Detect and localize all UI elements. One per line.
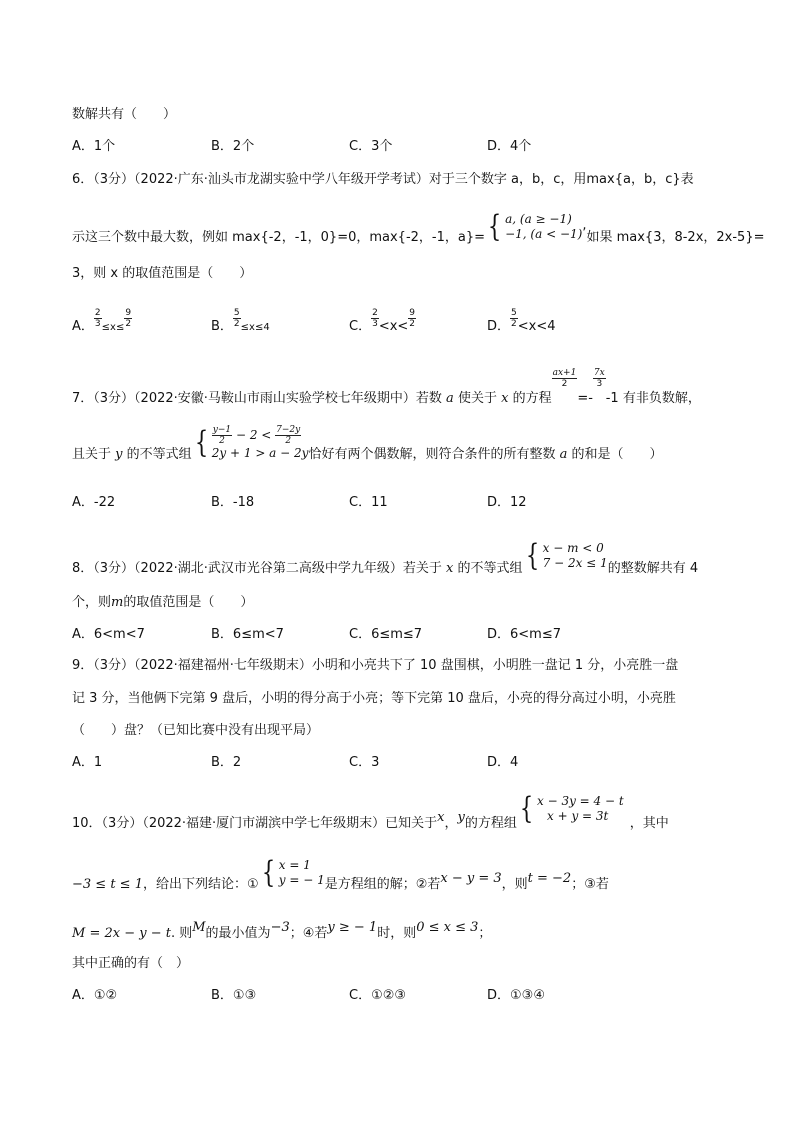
q10-option-a[interactable]: A．①② [72,988,118,1003]
q7-stem-line2: 且关于 y 的不等式组 { $\frac{y-1}{2}$ − 2 < $\frac{7-2y}{2}$ 2y + 1 > a − 2y 恰好有两个偶数解，则符合条件的所有整数 a 的和是（ ） [72,424,663,462]
q6-option-b[interactable]: B． $\frac{5}{2}$ ≤x≤4 [211,308,270,334]
q6-stem-line3: 3，则 x 的取值范围是（ ） [72,266,253,281]
q6-option-c[interactable]: C． $\frac{2}{3}$ <x< $\frac{9}{2}$ [349,308,416,334]
q6-stem-line1: 6．（3分）（2022·广东·汕头市龙湖实验中学八年级开学考试）对于三个数字 a，b，c，用max{a，b，c}表 [72,172,694,187]
q7-stem-line1: 7．（3分）（2022·安徽·马鞍山市雨山实验学校七年级期中）若数 a 使关于 x 的方程 $\frac{ax+1}{2}$ =- $\frac{7x}{3}$ -1 有非负数解， [72,368,701,406]
q8-inequality-system: { x − m < 0 7 − 2x ≤ 1 [525,537,608,573]
q10-solution-pair: { x = 1 y = − 1 [261,854,325,890]
q7-option-d[interactable]: D．12 [487,495,527,510]
q7-option-a[interactable]: A．-22 [72,495,116,510]
question-tail: 数解共有（ ） [72,107,177,122]
q10-option-c[interactable]: C．①②③ [349,988,407,1003]
q9-stem-line2: 记 3 分，当他俩下完第 9 盘后，小明的得分高于小亮；等下完第 10 盘后，小亮的得分高过小明，小亮胜 [72,691,676,706]
q9-stem-line1: 9．（3分）（2022·福建福州·七年级期末）小明和小亮共下了 10 盘围棋，小明胜一盘记 1 分，小亮胜一盘 [72,658,679,673]
q5-option-b[interactable]: B．2个 [211,139,255,154]
q6-stem-line2: 示这三个数中最大数，例如 max{-2，-1，0}=0，max{-2，-1，a}= { a, (a ≥ −1) −1, (a < −1) ,如果 max{3，8-2x，2x-5}= [72,208,765,245]
q7-frac-left: $\frac{ax+1}{2}$ [552,368,577,389]
q8-option-c[interactable]: C．6≤m≤7 [349,627,423,642]
q6-piecewise: { a, (a ≥ −1) −1, (a < −1) [487,208,583,244]
q8-option-d[interactable]: D．6<m≤7 [487,627,562,642]
q9-option-d[interactable]: D．4 [487,755,519,770]
q5-option-a[interactable]: A．1个 [72,139,116,154]
q9-option-a[interactable]: A．1 [72,755,103,770]
q10-equation-system: { x − 3y = 4 − t x + y = 3t [519,790,624,826]
q7-option-c[interactable]: C．11 [349,495,388,510]
q8-option-a[interactable]: A．6<m<7 [72,627,145,642]
q8-option-b[interactable]: B．6≤m<7 [211,627,284,642]
q6-option-a[interactable]: A． $\frac{2}{3}$ ≤x≤ $\frac{9}{2}$ [72,308,132,334]
q9-option-b[interactable]: B．2 [211,755,242,770]
q6-option-d[interactable]: D． $\frac{5}{2}$ <x<4 [487,308,556,334]
q5-option-d[interactable]: D．4个 [487,139,532,154]
q9-option-c[interactable]: C．3 [349,755,380,770]
q10-option-b[interactable]: B．①③ [211,988,257,1003]
q7-frac-right: $\frac{7x}{3}$ [593,368,605,389]
q10-stem-line1: 10．（3分）（2022·福建·厦门市湖滨中学七年级期末）已知关于x，y的方程组 { x − 3y = 4 − t x + y = 3t ，其中 [72,790,669,831]
q10-stem-line2: −3 ≤ t ≤ 1，给出下列结论：① { x = 1 y = − 1 是方程组的解；②若x − y = 3，则t = −2；③若 [72,854,609,892]
q5-option-c[interactable]: C．3个 [349,139,393,154]
q10-stem-line4: 其中正确的有（ ） [72,956,190,971]
q10-option-d[interactable]: D．①③④ [487,988,545,1003]
q8-stem-line2: 个，则m的取值范围是（ ） [72,595,254,610]
q10-stem-line3: M = 2x − y − t. 则M的最小值为−3；④若y ≥ − 1时，则0 ≤ x ≤ 3； [72,920,492,941]
q9-stem-line3: （ ）盘？（已知比赛中没有出现平局） [72,723,320,738]
q8-stem-line1: 8．（3分）（2022·湖北·武汉市光谷第二高级中学九年级）若关于 x 的不等式组 { x − m < 0 7 − 2x ≤ 1 的整数解共有 4 [72,537,699,576]
q7-inequality-system: { $\frac{y-1}{2}$ − 2 < $\frac{7-2y}{2}$ 2y + 1 > a − 2y [194,424,309,460]
q7-option-b[interactable]: B．-18 [211,495,255,510]
